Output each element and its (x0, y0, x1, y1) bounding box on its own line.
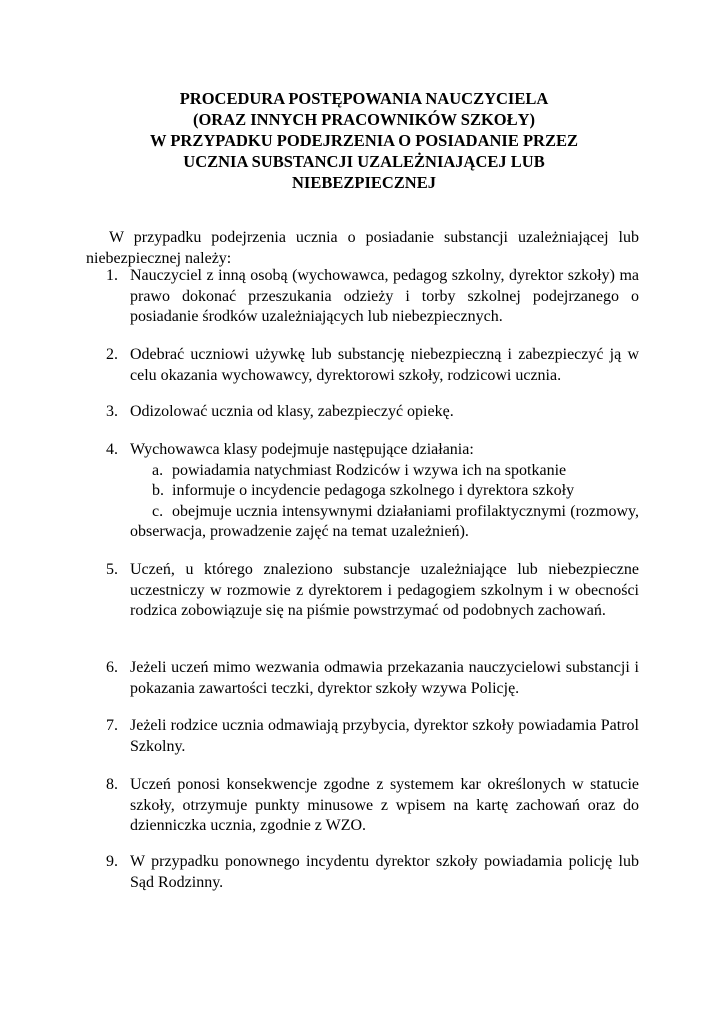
sub-item-letter: c. (152, 502, 164, 520)
sub-item-text: obejmuje ucznia intensywnymi działaniami profilaktycznymi (rozmowy, obserwacja, prowadzenie zajęć na temat uzależnień). (130, 502, 639, 540)
item-number: 6. (106, 659, 118, 676)
list-item (106, 716, 639, 757)
item-number: 3. (106, 403, 118, 420)
item-text: Uczeń ponosi konsekwencje zgodne z systemem kar określonych w statucie szkoły, otrzymuje punkty minusowe z wpisem na kartę zachowań oraz do dzienniczka ucznia, zgodnie z WZO. (130, 776, 639, 834)
sub-item-letter: b. (152, 482, 164, 499)
item-text: Uczeń, u którego znaleziono substancje uzależniające lub niebezpieczne uczestniczy w rozmowie z dyrektorem i pedagogiem szkolnym i w obecności rodzica zobowiązuje się na piśmie powstrzymać od podobnych zachowań. (130, 561, 639, 619)
item-number: 7. (106, 717, 118, 734)
item-number: 9. (106, 853, 118, 870)
title-line: UCZNIA SUBSTANCJI UZALEŻNIAJĄCEJ LUB (183, 152, 545, 171)
sub-item (130, 502, 639, 543)
intro-paragraph: W przypadku podejrzenia ucznia o posiadanie substancji uzależniającej lub niebezpiecznej należy: (86, 229, 639, 267)
list-item (106, 775, 639, 837)
item-text: Jeżeli uczeń mimo wezwania odmawia przekazania nauczycielowi substancji i pokazania zawartości teczki, dyrektor szkoły wzywa Policję. (130, 659, 639, 697)
document-title (88, 88, 640, 193)
list-item (106, 658, 639, 699)
item-text: Nauczyciel z inną osobą (wychowawca, pedagog szkolny, dyrektor szkoły) ma prawo dokonać przeszukania odzieży i torby szkolnej podejrzanego o posiadanie środków uzależniających lub niebezpiecznych. (130, 267, 639, 325)
sub-item-text: informuje o incydencie pedagoga szkolnego i dyrektora szkoły (172, 482, 575, 499)
item-text: Jeżeli rodzice ucznia odmawiają przybycia, dyrektor szkoły powiadamia Patrol Szkolny. (130, 717, 639, 755)
item-text: Odizolować ucznia od klasy, zabezpieczyć opiekę. (130, 403, 454, 420)
item-number: 1. (106, 267, 118, 284)
item-number: 5. (106, 561, 118, 578)
item-text: Wychowawca klasy podejmuje następujące działania: (130, 441, 474, 458)
item-text: Odebrać uczniowi używkę lub substancję niebezpieczną i zabezpieczyć ją w celu okazania wychowawcy, dyrektorowi szkoły, rodzicowi ucznia. (130, 346, 639, 384)
list-item (106, 440, 639, 543)
list-item (106, 560, 639, 622)
list-item (106, 852, 639, 893)
sub-item (152, 461, 639, 482)
sub-item-text: powiadamia natychmiast Rodziców i wzywa ich na spotkanie (172, 461, 567, 479)
sub-item-letter: a. (152, 461, 164, 479)
title-line: (ORAZ INNYCH PRACOWNIKÓW SZKOŁY) (192, 110, 536, 129)
item-number: 4. (106, 441, 118, 458)
title-line: W PRZYPADKU PODEJRZENIA O POSIADANIE PRZEZ (150, 131, 578, 150)
title-line: PROCEDURA POSTĘPOWANIA NAUCZYCIELA (179, 89, 549, 108)
item-number: 2. (106, 346, 118, 363)
list-item (106, 266, 639, 328)
item-number: 8. (106, 776, 118, 793)
list-item (106, 345, 639, 386)
list-item (106, 402, 639, 423)
item-text: W przypadku ponownego incydentu dyrektor szkoły powiadamia policję lub Sąd Rodzinny. (130, 853, 639, 891)
sub-item (152, 481, 639, 502)
title-line: NIEBEZPIECZNEJ (292, 173, 436, 192)
